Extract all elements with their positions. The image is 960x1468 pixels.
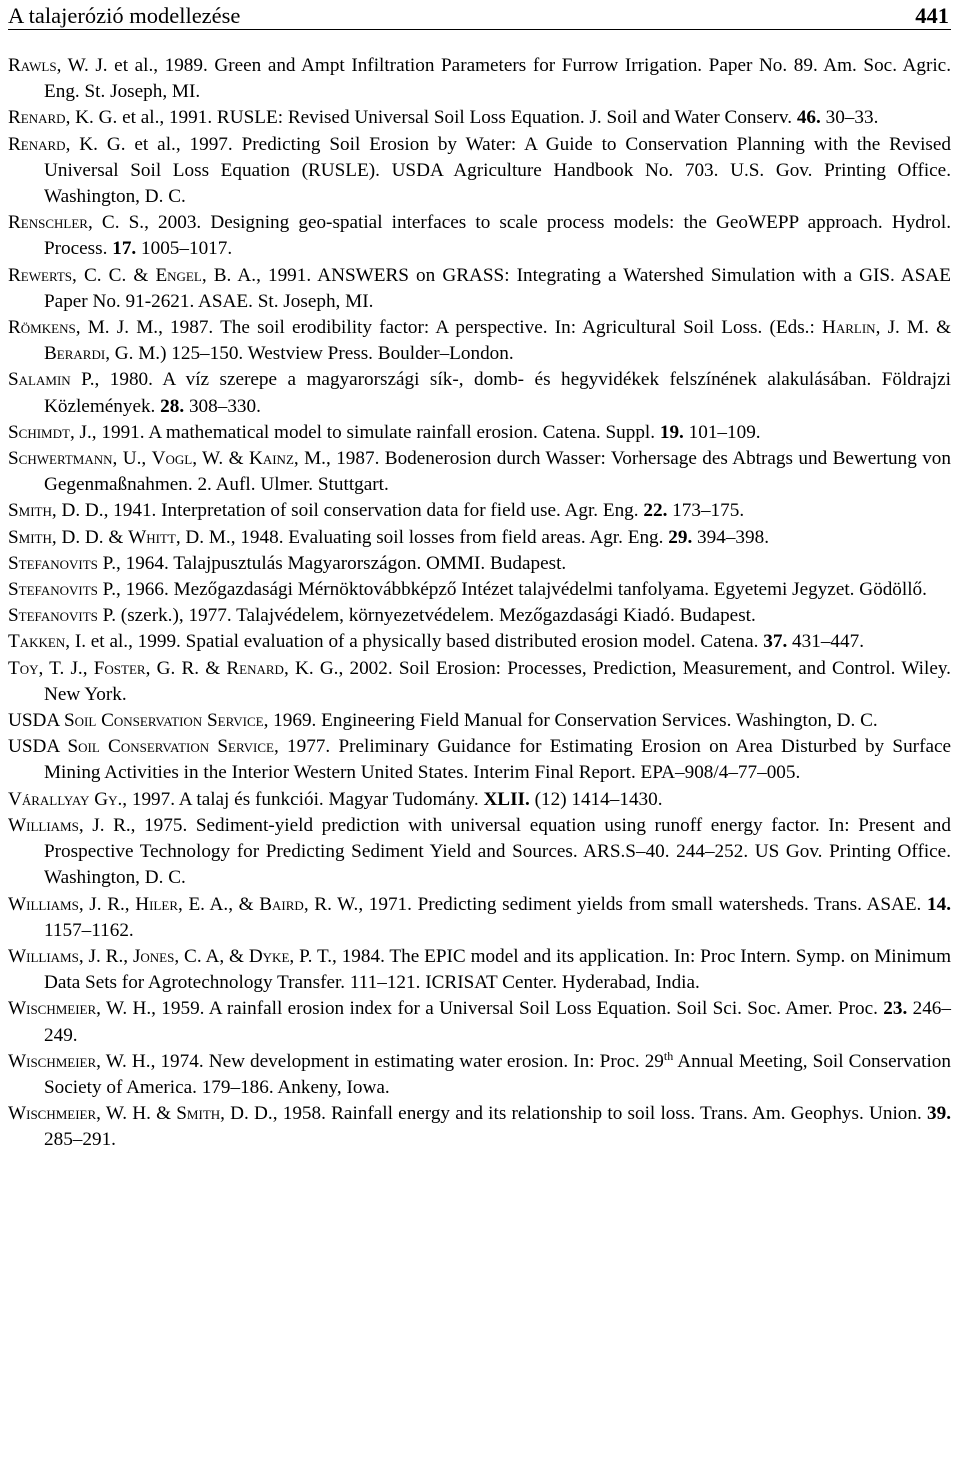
reference-entry	[8, 210, 951, 262]
reference-author: Harlin	[822, 317, 876, 339]
reference-text: 246–249.	[44, 998, 951, 1046]
reference-text: , J. M. &	[875, 317, 952, 339]
reference-entry	[8, 551, 951, 577]
reference-text: , J. R.,	[78, 945, 133, 967]
reference-entry	[8, 420, 951, 446]
reference-text: , 1977. Preliminary Guidance for Estimating Erosion on Area Disturbed by Surface Mining Activities in the Interior Western United States. Interim Final Report. EPA–908/4–77–005.	[44, 736, 952, 784]
reference-author: Römkens	[8, 317, 76, 339]
reference-text: 285–291.	[44, 1129, 116, 1151]
reference-author: Jones	[132, 945, 175, 967]
reference-author: Smith	[176, 1103, 221, 1125]
reference-text: , T. J.,	[38, 657, 94, 679]
reference-author: Schwertmann	[8, 448, 113, 470]
reference-author: Renard	[8, 133, 66, 155]
reference-author: Toy	[8, 657, 39, 679]
reference-text: , 1969. Engineering Field Manual for Conservation Services. Washington, D. C.	[263, 710, 878, 732]
reference-volume: 39.	[927, 1103, 951, 1125]
reference-text: 30–33.	[820, 107, 879, 129]
reference-text: , P. T., 1984. The EPIC model and its application. In: Proc Intern. Symp. on Minimum Data Sets for Agrotechnology Transfer. 111–121. ICRISAT Center. Hyderabad, India.	[44, 945, 952, 994]
reference-author: Williams	[8, 945, 79, 967]
reference-text: P., 1964. Talajpusztulás Magyarországon. OMMI. Budapest.	[97, 552, 567, 574]
reference-volume: 19.	[659, 421, 684, 443]
reference-volume: 23.	[883, 998, 908, 1020]
reference-entry	[8, 1049, 951, 1101]
reference-author: Vogl	[151, 448, 193, 470]
reference-text: , W. H., 1959. A rainfall erosion index for a Universal Soil Loss Equation. Soil Sci. Soc. Amer. Proc.	[96, 998, 884, 1020]
reference-text: , B. A., 1991. ANSWERS on GRASS: Integrating a Watershed Simulation with a GIS. ASAE Paper No. 91-2621. ASAE. St. Joseph, MI.	[44, 264, 951, 312]
reference-volume: 14.	[927, 893, 951, 915]
reference-author: Wischmeier	[8, 1050, 97, 1072]
reference-text: P., 1966. Mezőgazdasági Mérnöktovábbképző Intézet talajvédelmi tanfolyama. Egyetemi Jegyzet. Gödöllő.	[97, 579, 927, 601]
reference-text: 101–109.	[683, 421, 761, 443]
reference-text: 173–175.	[667, 500, 745, 522]
reference-text: , I. et al., 1999. Spatial evaluation of a physically based distributed erosion model. Catena.	[65, 631, 764, 653]
reference-entry	[8, 446, 951, 498]
reference-volume: 22.	[643, 500, 668, 522]
reference-text: , W. J. et al., 1989. Green and Ampt Infiltration Parameters for Furrow Irrigation. Paper No. 89. Am. Soc. Agric. Eng. St. Joseph, MI.	[44, 55, 951, 103]
reference-text: , K. G. et al., 1991. RUSLE: Revised Universal Soil Loss Equation. J. Soil and Water Conserv.	[65, 107, 797, 129]
reference-text: , C. A, &	[174, 945, 249, 967]
reference-author: Baird	[259, 893, 304, 915]
reference-volume: 28.	[160, 395, 185, 417]
reference-text: , D. D., 1958. Rainfall energy and its relationship to soil loss. Trans. Am. Geophys. Union.	[220, 1103, 928, 1125]
reference-author: Smith	[8, 500, 52, 522]
reference-text: 308–330.	[184, 395, 261, 417]
reference-volume: XLII.	[483, 788, 530, 810]
reference-superscript: th	[663, 1048, 674, 1063]
reference-author: Stefanovits	[8, 605, 98, 627]
reference-author: Smith	[8, 526, 52, 548]
reference-text: , G. M.) 125–150. Westview Press. Boulder–London.	[105, 343, 514, 365]
reference-author: Renschler	[8, 212, 88, 234]
reference-author: Rawls	[8, 55, 57, 76]
reference-author: Salamin	[8, 369, 71, 391]
reference-author: Williams	[8, 893, 79, 915]
reference-author: Whitt	[128, 526, 176, 548]
reference-author: Renard	[8, 107, 66, 129]
reference-entry	[8, 787, 951, 813]
reference-author: Williams	[8, 814, 79, 836]
reference-text: 394–398.	[692, 526, 769, 548]
reference-entry	[8, 996, 951, 1048]
reference-text: 1005–1017.	[136, 238, 233, 260]
reference-text: , U.,	[112, 448, 152, 470]
reference-text: , 1997. A talaj és funkciói. Magyar Tudomány.	[122, 788, 484, 810]
reference-author: Stefanovits	[8, 579, 98, 601]
reference-entry	[8, 734, 951, 786]
reference-volume: 29.	[668, 526, 693, 548]
running-title: A talajerózió modellezése	[8, 3, 241, 28]
reference-entry	[8, 53, 951, 105]
reference-text: , W. H., 1974. New development in estimating water erosion. In: Proc. 29	[96, 1050, 664, 1072]
reference-text: , M., 1987. Bodenerosion durch Wasser: Vorhersage des Abtrags und Bewertung von Gegenmaßnahmen. 2. Aufl. Ulmer. Stuttgart.	[44, 448, 951, 496]
reference-author: Rewerts	[8, 264, 73, 286]
reference-author: Wischmeier	[8, 998, 97, 1020]
reference-text: 431–447.	[787, 631, 864, 653]
reference-text: , J. R.,	[78, 893, 136, 915]
reference-text: , E. A., &	[178, 893, 260, 915]
reference-text: , J. R., 1975. Sediment-yield prediction with universal equation using runoff energy factor. In: Present and Prospective Technology for Predicting Sediment Yield and Sources. ARS.S–40. 244–252. US Gov. Printing Office. Washington, D. C.	[44, 814, 951, 889]
reference-text: , R. W., 1971. Predicting sediment yields from small watersheds. Trans. ASAE.	[303, 893, 928, 915]
reference-entry	[8, 1101, 951, 1153]
reference-text: , W. &	[192, 448, 249, 470]
reference-text: , C. C. &	[72, 264, 156, 286]
reference-entry	[8, 263, 951, 315]
reference-text: , D. M., 1948. Evaluating soil losses from field areas. Agr. Eng.	[175, 526, 669, 548]
reference-text: P. (szerk.), 1977. Talajvédelem, környezetvédelem. Mezőgazdasági Kiadó. Budapest.	[97, 605, 756, 627]
reference-entry	[8, 367, 951, 419]
reference-text: , K. G., 2002. Soil Erosion: Processes, Prediction, Measurement, and Control. Wiley. New York.	[44, 657, 951, 705]
reference-author: Kainz	[248, 448, 294, 470]
reference-text: , J., 1991. A mathematical model to simulate rainfall erosion. Catena. Suppl.	[69, 421, 660, 443]
reference-author: Foster	[93, 657, 146, 679]
reference-author: Berardi	[44, 343, 106, 365]
reference-entry	[8, 629, 951, 655]
reference-entry	[8, 944, 951, 996]
reference-volume: 37.	[763, 631, 788, 653]
reference-entry	[8, 525, 951, 551]
reference-author: USDA Soil Conservation Service	[8, 710, 264, 732]
reference-volume: 17.	[112, 238, 137, 260]
reference-volume: 46.	[796, 107, 821, 129]
reference-text: Annual Meeting, Soil Conservation Society of America. 179–186. Ankeny, Iowa.	[44, 1050, 951, 1098]
reference-author: Wischmeier	[8, 1103, 97, 1125]
reference-author: Engel	[155, 264, 202, 286]
reference-text: (12) 1414–1430.	[529, 788, 663, 810]
reference-entry	[8, 603, 951, 629]
reference-text: , C. S., 2003. Designing geo-spatial interfaces to scale process models: the GeoWEPP approach. Hydrol. Process.	[44, 212, 951, 260]
reference-entry	[8, 813, 951, 892]
reference-entry	[8, 708, 951, 734]
reference-author: Schimdt	[8, 421, 70, 443]
reference-entry	[8, 656, 951, 708]
running-header	[8, 0, 951, 30]
reference-entry	[8, 498, 951, 524]
reference-text: , D. D., 1941. Interpretation of soil conservation data for field use. Agr. Eng.	[51, 500, 644, 522]
reference-text: , D. D. &	[51, 526, 129, 548]
reference-author: Dyke	[248, 945, 290, 967]
reference-entry	[8, 105, 951, 131]
reference-author: Renard	[226, 657, 284, 679]
reference-entry	[8, 315, 951, 367]
reference-entry	[8, 577, 951, 603]
reference-text: 1157–1162.	[44, 919, 134, 941]
reference-entry	[8, 132, 951, 211]
reference-author: Várallyay Gy.	[8, 788, 123, 810]
reference-text: P., 1980. A víz szerepe a magyarországi sík-, domb- és hegyvidékek felszínének alakulásában. Földrajzi Közlemények.	[44, 369, 951, 417]
reference-author: Hiler	[135, 893, 178, 915]
reference-text: , M. J. M., 1987. The soil erodibility factor: A perspective. In: Agricultural Soil Loss. (Eds.:	[75, 317, 822, 339]
page-number: 441	[915, 3, 949, 28]
reference-entry	[8, 892, 951, 944]
reference-author: Stefanovits	[8, 552, 98, 574]
reference-list	[8, 53, 951, 1154]
reference-text: , G. R. &	[145, 657, 227, 679]
reference-author: USDA Soil Conservation Service	[8, 736, 274, 758]
reference-author: Takken	[8, 631, 66, 653]
reference-text: , K. G. et al., 1997. Predicting Soil Erosion by Water: A Guide to Conservation Planning with the Revised Universal Soil Loss Equation (RUSLE). USDA Agriculture Handbook No. 703. U.S. Gov. Printing Office. Washington, D. C.	[44, 133, 951, 208]
reference-text: , W. H. &	[96, 1103, 177, 1125]
